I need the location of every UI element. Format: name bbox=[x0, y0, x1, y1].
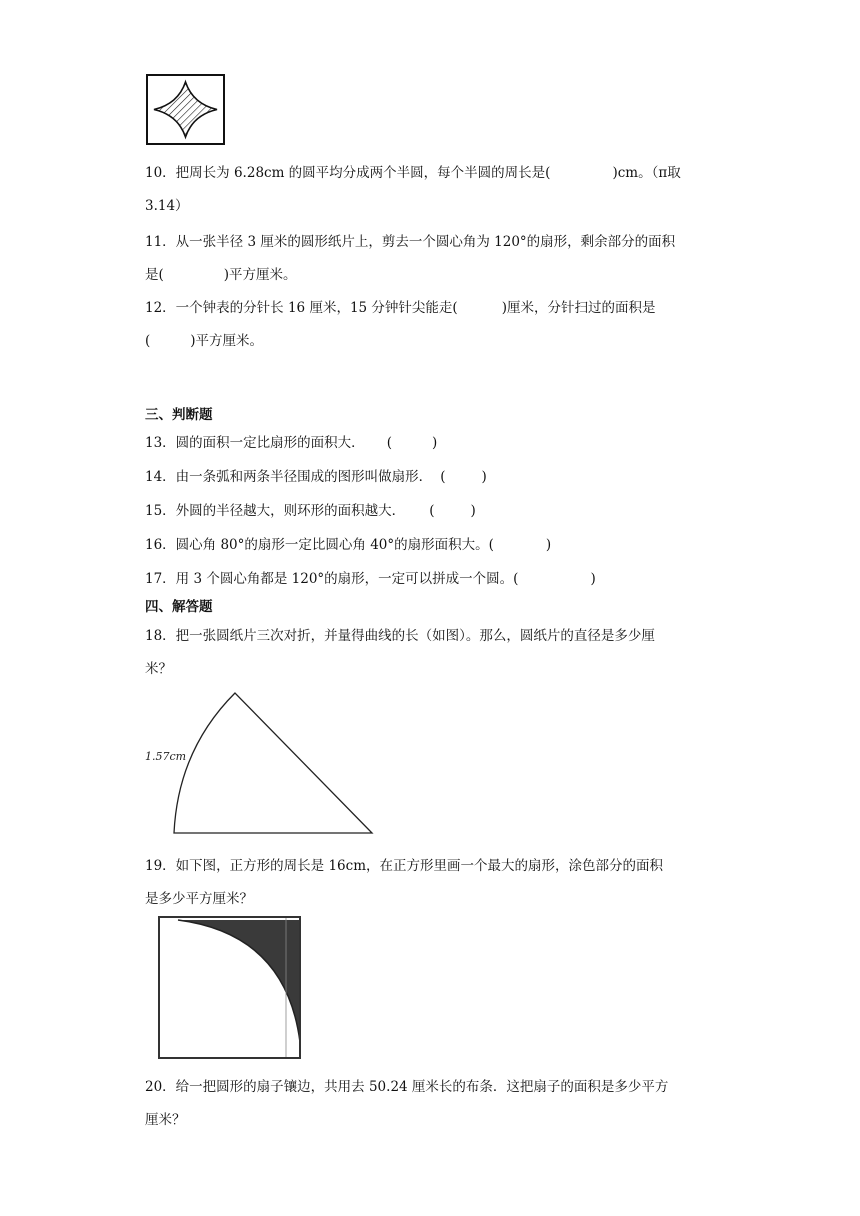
question-11-text-end: )平方厘米。 bbox=[223, 267, 297, 283]
answer-paren-close: ) bbox=[431, 435, 438, 451]
answer-paren-close: ) bbox=[590, 571, 596, 587]
question-11: 11．从一张半径 3 厘米的圆形纸片上，剪去一个圆心角为 120°的扇形，剩余部分的面积 bbox=[145, 234, 676, 250]
figure-square-quarter-circle bbox=[158, 916, 303, 1061]
question-12-text: 12．一个钟表的分针长 16 厘米，15 分钟针尖能走( bbox=[145, 300, 458, 316]
question-12 bbox=[145, 298, 655, 318]
question-18: 18．把一张圆纸片三次对折，并量得曲线的长（如图）。那么，圆纸片的直径是多少厘 bbox=[145, 628, 655, 644]
question-20: 20．给一把圆形的扇子镶边，共用去 50.24 厘米长的布条．这把扇子的面积是多少平方 bbox=[145, 1079, 669, 1095]
question-17 bbox=[145, 569, 596, 589]
question-13-text: 13．圆的面积一定比扇形的面积大． bbox=[145, 435, 365, 451]
question-12-text-end: )平方厘米。 bbox=[190, 333, 264, 349]
section-4-title: 四、解答题 bbox=[145, 599, 213, 615]
question-10-text-end: )cm。（π取 bbox=[612, 165, 681, 181]
question-18-continued: 米？ bbox=[145, 661, 172, 677]
question-19-continued: 是多少平方厘米？ bbox=[145, 891, 253, 907]
question-10-continued: 3.14） bbox=[145, 198, 189, 214]
question-17-text: 17．用 3 个圆心角都是 120°的扇形，一定可以拼成一个圆。 bbox=[145, 571, 514, 587]
question-11-text: 是( bbox=[145, 267, 164, 283]
question-15-text: 15．外圆的半径越大，则环形的面积越大． bbox=[145, 503, 406, 519]
question-20-continued: 厘米？ bbox=[145, 1112, 186, 1128]
question-12-open: ( bbox=[145, 333, 151, 349]
answer-paren-close: ) bbox=[545, 537, 552, 553]
section-3-title: 三、判断题 bbox=[145, 407, 213, 423]
question-10-text: 10．把周长为 6.28cm 的圆平均分成两个半圆，每个半圆的周长是( bbox=[145, 165, 551, 181]
question-16 bbox=[145, 535, 551, 555]
answer-paren-open: ( bbox=[440, 469, 446, 485]
answer-paren-open: ( bbox=[513, 571, 519, 587]
question-13 bbox=[145, 433, 437, 453]
figure-square-star bbox=[146, 74, 226, 146]
question-14 bbox=[145, 467, 487, 487]
arc-length-label: 1.57cm bbox=[145, 750, 187, 763]
question-16-text: 16．圆心角 80°的扇形一定比圆心角 40°的扇形面积大。 bbox=[145, 537, 489, 553]
answer-paren-open: ( bbox=[488, 537, 494, 553]
answer-paren-open: ( bbox=[429, 503, 435, 519]
sector-shape bbox=[174, 693, 372, 833]
answer-paren-close: ) bbox=[481, 469, 487, 485]
question-14-text: 14．由一条弧和两条半径围成的图形叫做扇形． bbox=[145, 469, 433, 485]
answer-paren-close: ) bbox=[470, 503, 476, 519]
question-15 bbox=[145, 501, 476, 521]
question-12-continued bbox=[145, 331, 263, 351]
question-12-text-end: )厘米，分针扫过的面积是 bbox=[501, 300, 656, 316]
question-19: 19．如下图，正方形的周长是 16cm，在正方形里画一个最大的扇形，涂色部分的面积 bbox=[145, 858, 664, 874]
shaded-star-region bbox=[154, 82, 217, 137]
figure-sector bbox=[140, 690, 380, 840]
question-11-continued bbox=[145, 265, 297, 285]
question-10 bbox=[145, 163, 681, 183]
answer-paren-open: ( bbox=[386, 435, 392, 451]
